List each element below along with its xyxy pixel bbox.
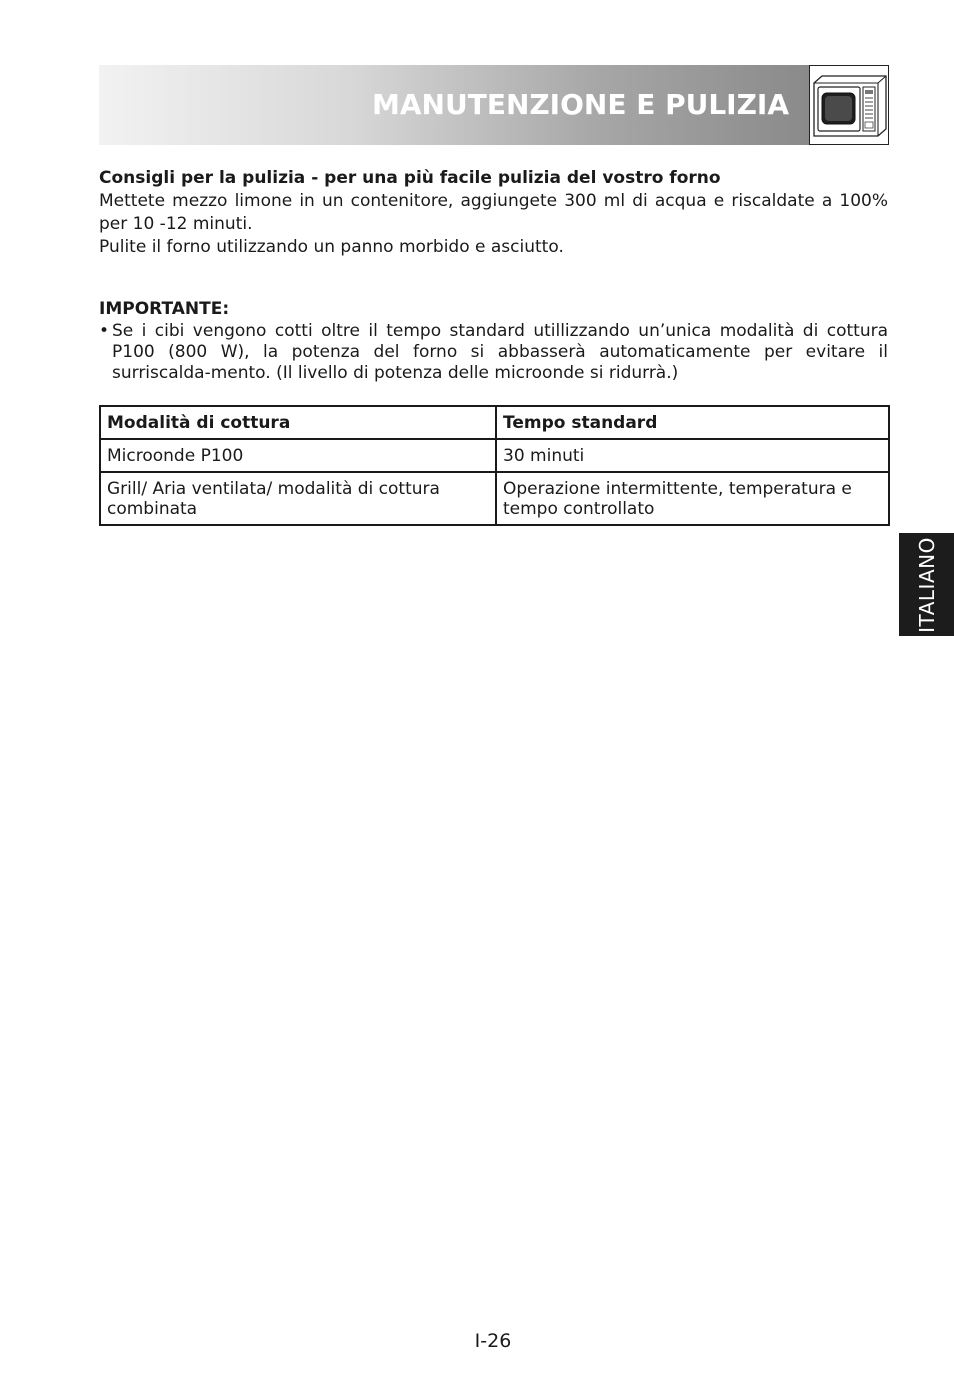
table-row (100, 439, 889, 472)
cleaning-tips-paragraph-1: Mettete mezzo limone in un contenitore, aggiungete 300 ml di acqua e riscaldate a 100% per 10 -12 minuti. (99, 191, 888, 234)
main-content (99, 167, 888, 384)
page-number: I-26 (474, 1330, 512, 1352)
bullet-mark: • (99, 321, 110, 341)
important-heading: IMPORTANTE: (99, 299, 230, 319)
column-header: Tempo standard (496, 406, 889, 439)
important-bullet (99, 321, 888, 384)
important-bullet-text: Se i cibi vengono cotti oltre il tempo standard utillizzando un’unica modalità di cottura P100 (800 W), la potenza del forno si abbasserà automaticamente per evitare il surriscalda-mento. (Il livello di potenza delle microonde si ridurrà.) (112, 321, 888, 383)
column-header: Modalità di cottura (100, 406, 496, 439)
language-tab-label: ITALIANO (914, 536, 939, 633)
cooking-mode-table (99, 405, 890, 526)
language-side-tab (899, 533, 954, 636)
cleaning-tips-paragraph-2: Pulite il forno utilizzando un panno morbido e asciutto. (99, 237, 564, 257)
table-cell: Operazione intermittente, temperatura e tempo controllato (496, 472, 889, 525)
page-title: MANUTENZIONE E PULIZIA (372, 88, 789, 121)
table-cell: 30 minuti (496, 439, 889, 472)
table-row (100, 472, 889, 525)
header-band (99, 65, 809, 145)
cleaning-tips-heading: Consigli per la pulizia - per una più facile pulizia del vostro forno (99, 168, 721, 188)
microwave-oven-icon (810, 66, 888, 144)
table-header-row (100, 406, 889, 439)
section-spacer (99, 259, 888, 298)
header-icon-box (809, 65, 889, 145)
table-cell: Grill/ Aria ventilata/ modalità di cottura combinata (100, 472, 496, 525)
table-cell: Microonde P100 (100, 439, 496, 472)
